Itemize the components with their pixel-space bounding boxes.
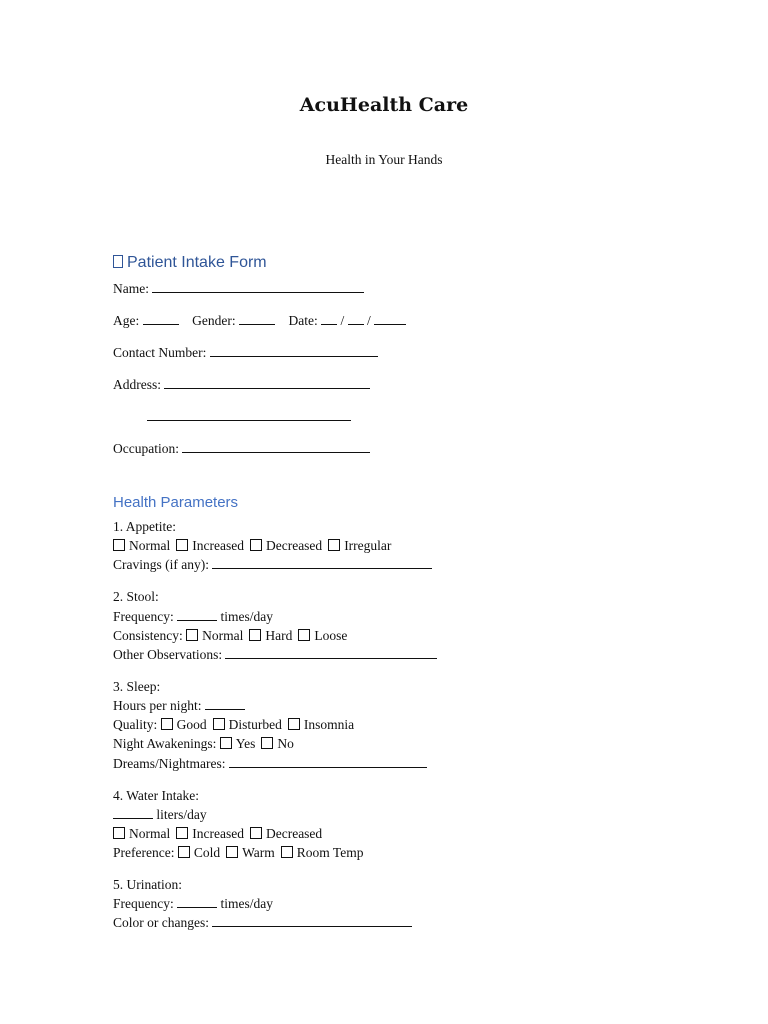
health-heading: Health Parameters <box>113 494 239 511</box>
option-label: No <box>277 736 294 751</box>
sleep-hours-row <box>113 696 245 715</box>
preference-room-temp-checkbox[interactable] <box>281 846 293 858</box>
form-icon <box>113 255 123 268</box>
water-decreased-checkbox[interactable] <box>250 827 262 839</box>
stool-frequency-field[interactable] <box>177 607 217 621</box>
stool-frequency-label: Frequency: <box>113 609 174 624</box>
water-preference-row <box>113 843 363 862</box>
age-field[interactable] <box>143 311 179 325</box>
contact-row <box>113 343 378 362</box>
sleep-quality-row <box>113 715 354 734</box>
address-row-2 <box>147 407 351 426</box>
option-label: Disturbed <box>228 717 282 732</box>
intake-heading <box>113 254 267 272</box>
water-title: 4. Water Intake: <box>113 788 200 803</box>
urination-frequency-label: Frequency: <box>113 896 174 911</box>
dreams-label: Dreams/Nightmares: <box>113 756 226 771</box>
water-amount-field[interactable] <box>113 805 153 819</box>
dreams-field[interactable] <box>229 754 427 768</box>
appetite-normal-checkbox[interactable] <box>113 539 125 551</box>
option-label: Warm <box>242 845 275 860</box>
quality-insomnia-checkbox[interactable] <box>288 718 300 730</box>
hours-label: Hours per night: <box>113 698 202 713</box>
option-label: Good <box>176 717 207 732</box>
stool-consistency-row <box>113 626 347 645</box>
option-label: Decreased <box>265 826 323 841</box>
water-increased-checkbox[interactable] <box>176 827 188 839</box>
urination-frequency-field[interactable] <box>177 894 217 908</box>
consistency-label: Consistency: <box>113 628 183 643</box>
option-label: Normal <box>202 628 244 643</box>
age-gender-date-row <box>113 311 406 330</box>
option-label: Irregular <box>344 538 392 553</box>
date-label: Date: <box>288 313 318 328</box>
preference-label: Preference: <box>113 845 175 860</box>
date-year-field[interactable] <box>374 311 406 325</box>
quality-label: Quality: <box>113 717 158 732</box>
water-normal-checkbox[interactable] <box>113 827 125 839</box>
water-options <box>113 824 322 843</box>
urination-color-row <box>113 913 412 932</box>
sleep-dreams-row <box>113 754 427 773</box>
name-label: Name: <box>113 281 149 296</box>
address-label: Address: <box>113 377 161 392</box>
appetite-increased-checkbox[interactable] <box>176 539 188 551</box>
color-changes-label: Color or changes: <box>113 915 209 930</box>
option-label: Hard <box>265 628 293 643</box>
gender-label: Gender: <box>192 313 236 328</box>
cravings-field[interactable] <box>212 555 432 569</box>
option-label: Loose <box>314 628 348 643</box>
preference-warm-checkbox[interactable] <box>226 846 238 858</box>
preference-cold-checkbox[interactable] <box>178 846 190 858</box>
option-label: Decreased <box>265 538 323 553</box>
other-observations-field[interactable] <box>225 645 437 659</box>
consistency-normal-checkbox[interactable] <box>186 629 198 641</box>
option-label: Increased <box>192 826 244 841</box>
date-separator: / <box>367 313 371 328</box>
option-label: Yes <box>235 736 256 751</box>
quality-disturbed-checkbox[interactable] <box>213 718 225 730</box>
cravings-label: Cravings (if any): <box>113 557 209 572</box>
other-observations-label: Other Observations: <box>113 647 223 662</box>
address-row <box>113 375 370 394</box>
occupation-field[interactable] <box>182 439 370 453</box>
option-label: Increased <box>192 538 244 553</box>
intake-heading-text: Patient Intake Form <box>127 254 267 271</box>
awakenings-no-checkbox[interactable] <box>261 737 273 749</box>
urination-frequency-unit: times/day <box>220 896 273 911</box>
stool-other-row <box>113 645 437 664</box>
address-field-2[interactable] <box>147 407 351 421</box>
address-field[interactable] <box>164 375 370 389</box>
water-unit: liters/day <box>156 807 207 822</box>
stool-frequency-row <box>113 607 273 626</box>
color-changes-field[interactable] <box>212 913 412 927</box>
clinic-tagline: Health in Your Hands <box>325 152 443 167</box>
stool-frequency-unit: times/day <box>220 609 273 624</box>
quality-good-checkbox[interactable] <box>161 718 173 730</box>
hours-field[interactable] <box>205 696 245 710</box>
name-row <box>113 279 364 298</box>
water-amount-row <box>113 805 207 824</box>
option-label: Cold <box>193 845 221 860</box>
name-field[interactable] <box>152 279 364 293</box>
awakenings-yes-checkbox[interactable] <box>220 737 232 749</box>
gender-field[interactable] <box>239 311 275 325</box>
occupation-label: Occupation: <box>113 441 179 456</box>
option-label: Normal <box>129 538 171 553</box>
clinic-title: AcuHealth Care <box>299 94 469 116</box>
contact-label: Contact Number: <box>113 345 207 360</box>
appetite-irregular-checkbox[interactable] <box>328 539 340 551</box>
date-day-field[interactable] <box>321 311 337 325</box>
consistency-loose-checkbox[interactable] <box>298 629 310 641</box>
option-label: Normal <box>129 826 171 841</box>
occupation-row <box>113 439 370 458</box>
appetite-options <box>113 536 391 555</box>
age-label: Age: <box>113 313 140 328</box>
contact-field[interactable] <box>210 343 378 357</box>
option-label: Room Temp <box>296 845 364 860</box>
consistency-hard-checkbox[interactable] <box>249 629 261 641</box>
date-separator: / <box>340 313 345 328</box>
sleep-title: 3. Sleep: <box>113 679 161 694</box>
appetite-title: 1. Appetite: <box>113 519 176 534</box>
date-month-field[interactable] <box>348 311 364 325</box>
urination-title: 5. Urination: <box>113 877 182 892</box>
appetite-decreased-checkbox[interactable] <box>250 539 262 551</box>
stool-title: 2. Stool: <box>113 589 159 604</box>
cravings-row <box>113 555 432 574</box>
sleep-awakenings-row <box>113 734 294 753</box>
option-label: Insomnia <box>303 717 355 732</box>
urination-frequency-row <box>113 894 273 913</box>
awakenings-label: Night Awakenings: <box>113 736 217 751</box>
